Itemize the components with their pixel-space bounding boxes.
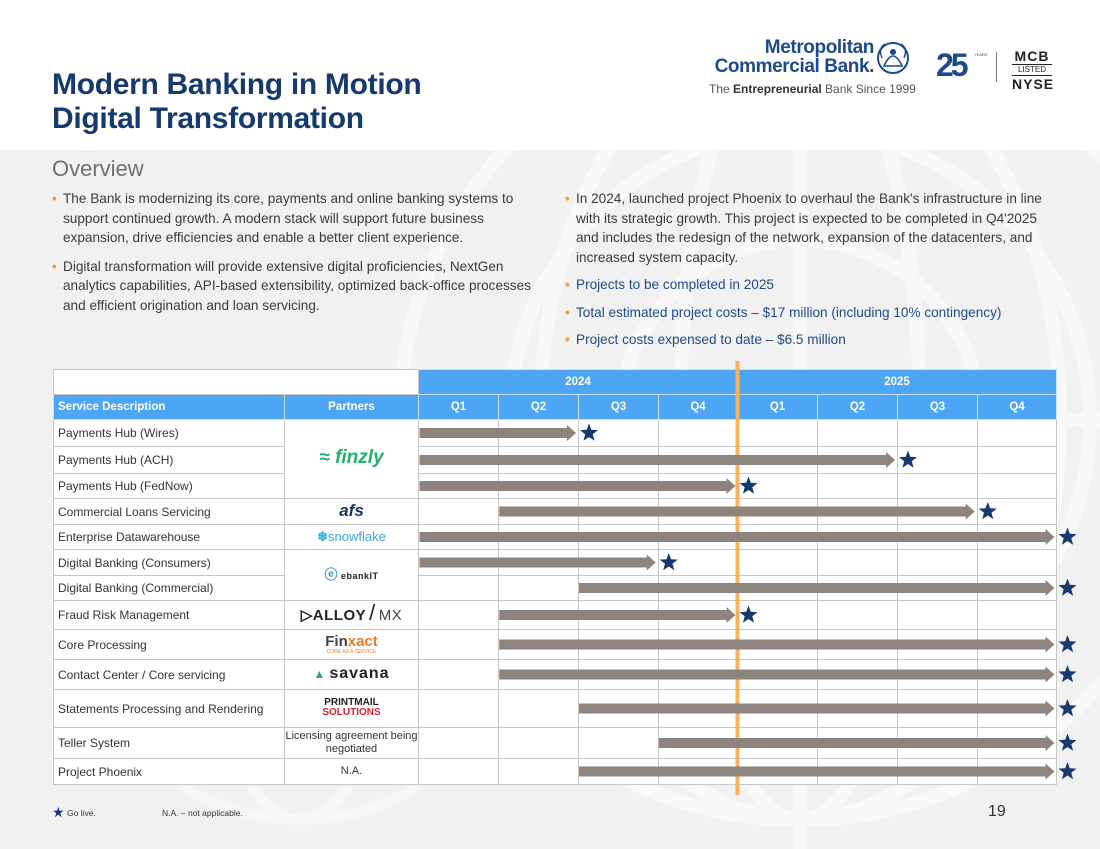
header-2025-q2: Q2 (818, 395, 898, 420)
page-number: 19 (988, 803, 1006, 820)
ebankit-logo (324, 566, 379, 582)
bullet-right-1: • In 2024, launched project Phoenix to overhaul the Bank's infrastructure in line with its strategic growth. This project is expected to be completed in Q4'2025 and includes the redesign of the network, expansion of the datacenters, and increased system capacity. (565, 189, 1055, 267)
nyse-listing-badge (1012, 48, 1055, 92)
header-2025-q4: Q4 (978, 395, 1057, 420)
table-row (54, 525, 1057, 550)
griffin-emblem-icon (876, 38, 910, 80)
bank-logo (706, 38, 1066, 102)
go-live-star-icon: ★ (52, 804, 65, 820)
bank-tagline (709, 82, 916, 96)
finzly-wave-icon: ≈ (319, 447, 330, 468)
service-statements-processing: Statements Processing and Rendering (54, 690, 285, 728)
table-row (54, 550, 1057, 576)
header-2025-q3: Q3 (898, 395, 978, 420)
partner-alloy-mx (285, 601, 419, 630)
table-row (54, 601, 1057, 630)
partner-savana (285, 660, 419, 690)
title-line-1: Modern Banking in Motion (52, 68, 422, 101)
printmail-line-1: PRINTMAIL (324, 697, 379, 708)
service-digital-banking-commercial: Digital Banking (Commercial) (54, 576, 285, 601)
partner-ebankit (285, 550, 419, 601)
service-teller-system: Teller System (54, 728, 285, 759)
year-header-row (54, 370, 1057, 395)
table-row (54, 630, 1057, 660)
overview-bullets-left (52, 189, 540, 324)
legend-not-applicable: N.A. – not applicable. (162, 808, 243, 818)
header-partners: Partners (285, 395, 419, 420)
project-timeline-table (53, 369, 1057, 785)
table-row (54, 759, 1057, 785)
partner-finxact (285, 630, 419, 660)
bank-name (706, 38, 874, 76)
year-header-blank (54, 370, 419, 395)
table-row (54, 690, 1057, 728)
table-row (54, 576, 1057, 601)
header-2024-q1: Q1 (419, 395, 499, 420)
tagline-pre: The (709, 82, 734, 96)
section-title-overview: Overview (52, 156, 144, 181)
service-digital-banking-consumers: Digital Banking (Consumers) (54, 550, 285, 576)
column-header-row (54, 395, 1057, 420)
bullet-right-4: • Project costs expensed to date – $6.5 million (565, 330, 1055, 350)
service-enterprise-datawarehouse: Enterprise Datawarehouse (54, 525, 285, 550)
partner-finzly (285, 420, 419, 499)
service-contact-center: Contact Center / Core servicing (54, 660, 285, 690)
bullet-left-1: • The Bank is modernizing its core, payments and online banking systems to support continued growth. A modern stack will support future business expansion, drive efficiencies and enable a better client experience. (52, 189, 540, 248)
savana-logo (313, 665, 389, 682)
partner-phoenix-na: N.A. (285, 759, 419, 785)
header-band (0, 0, 1100, 150)
partner-separator: / (369, 600, 376, 625)
ebankit-name: ebankIT (341, 570, 379, 581)
table-row (54, 499, 1057, 525)
snowflake-logo (317, 529, 386, 544)
finzly-logo (319, 447, 383, 468)
finxact-logo (285, 633, 418, 655)
service-fraud-risk: Fraud Risk Management (54, 601, 285, 630)
listed-label: LISTED (1012, 64, 1052, 76)
bullet-left-2: • Digital transformation will provide extensive digital proficiencies, NextGen analytics capabilities, API-based extensibility, optimized back-office processes and efficient origination and loan servicing. (52, 257, 540, 316)
savana-triangle-icon: ▲ (313, 667, 327, 681)
finxact-name-a: Fin (325, 632, 348, 650)
table-row (54, 447, 1057, 474)
header-2025-q1: Q1 (738, 395, 818, 420)
alloy-mx-logo (300, 600, 403, 625)
anniversary-badge: 25 (936, 47, 966, 83)
partner-teller-note: Licensing agreement being negotiated (285, 728, 419, 759)
table-row (54, 420, 1057, 447)
bank-name-line-2: Commercial Bank. (714, 56, 874, 77)
anniversary-years-label: YEARS (974, 52, 988, 57)
service-payments-hub-wires: Payments Hub (Wires) (54, 420, 285, 447)
page-title (52, 68, 421, 136)
header-2024-q4: Q4 (659, 395, 738, 420)
snowflake-name: snowflake (328, 528, 386, 544)
printmail-line-2: SOLUTIONS (322, 707, 381, 718)
bullet-right-3: • Total estimated project costs – $17 million (including 10% contingency) (565, 303, 1055, 323)
printmail-logo (322, 698, 380, 718)
alloy-icon: ▷ (300, 607, 313, 624)
header-service-description: Service Description (54, 395, 285, 420)
header-2024-q3: Q3 (579, 395, 659, 420)
logo-divider (996, 52, 997, 82)
year-header-2025: 2025 (738, 370, 1057, 395)
table-row (54, 728, 1057, 759)
partner-printmail (285, 690, 419, 728)
exchange-name: NYSE (1012, 76, 1055, 92)
snowflake-icon: ❄ (317, 528, 329, 544)
service-payments-hub-fednow: Payments Hub (FedNow) (54, 474, 285, 499)
year-header-2024: 2024 (419, 370, 738, 395)
finxact-name-b: xact (347, 632, 378, 650)
ticker-symbol: MCB (1014, 48, 1050, 64)
afs-logo: afs (339, 500, 364, 520)
partner-snowflake (285, 525, 419, 550)
overview-bullets-right (565, 189, 1055, 358)
tagline-bold: Entrepreneurial (733, 82, 822, 96)
finxact-subtitle: CORE AS A SERVICE (326, 648, 377, 655)
partner-afs (285, 499, 419, 525)
bank-name-line-1: Metropolitan (764, 37, 874, 58)
ebankit-icon: ⓔ (324, 566, 338, 582)
table-row (54, 660, 1057, 690)
savana-name: savana (329, 665, 390, 682)
service-core-processing: Core Processing (54, 630, 285, 660)
mx-name: MX (378, 607, 403, 624)
service-payments-hub-ach: Payments Hub (ACH) (54, 447, 285, 474)
service-project-phoenix: Project Phoenix (54, 759, 285, 785)
tagline-post: Bank Since 1999 (821, 82, 916, 96)
finzly-name: finzly (335, 447, 384, 468)
service-commercial-loans: Commercial Loans Servicing (54, 499, 285, 525)
title-line-2: Digital Transformation (52, 102, 364, 135)
bullet-right-2: • Projects to be completed in 2025 (565, 275, 1055, 295)
header-2024-q2: Q2 (499, 395, 579, 420)
legend-go-live: Go live. (67, 808, 96, 818)
alloy-name: ALLOY (312, 607, 367, 624)
table-row (54, 474, 1057, 499)
